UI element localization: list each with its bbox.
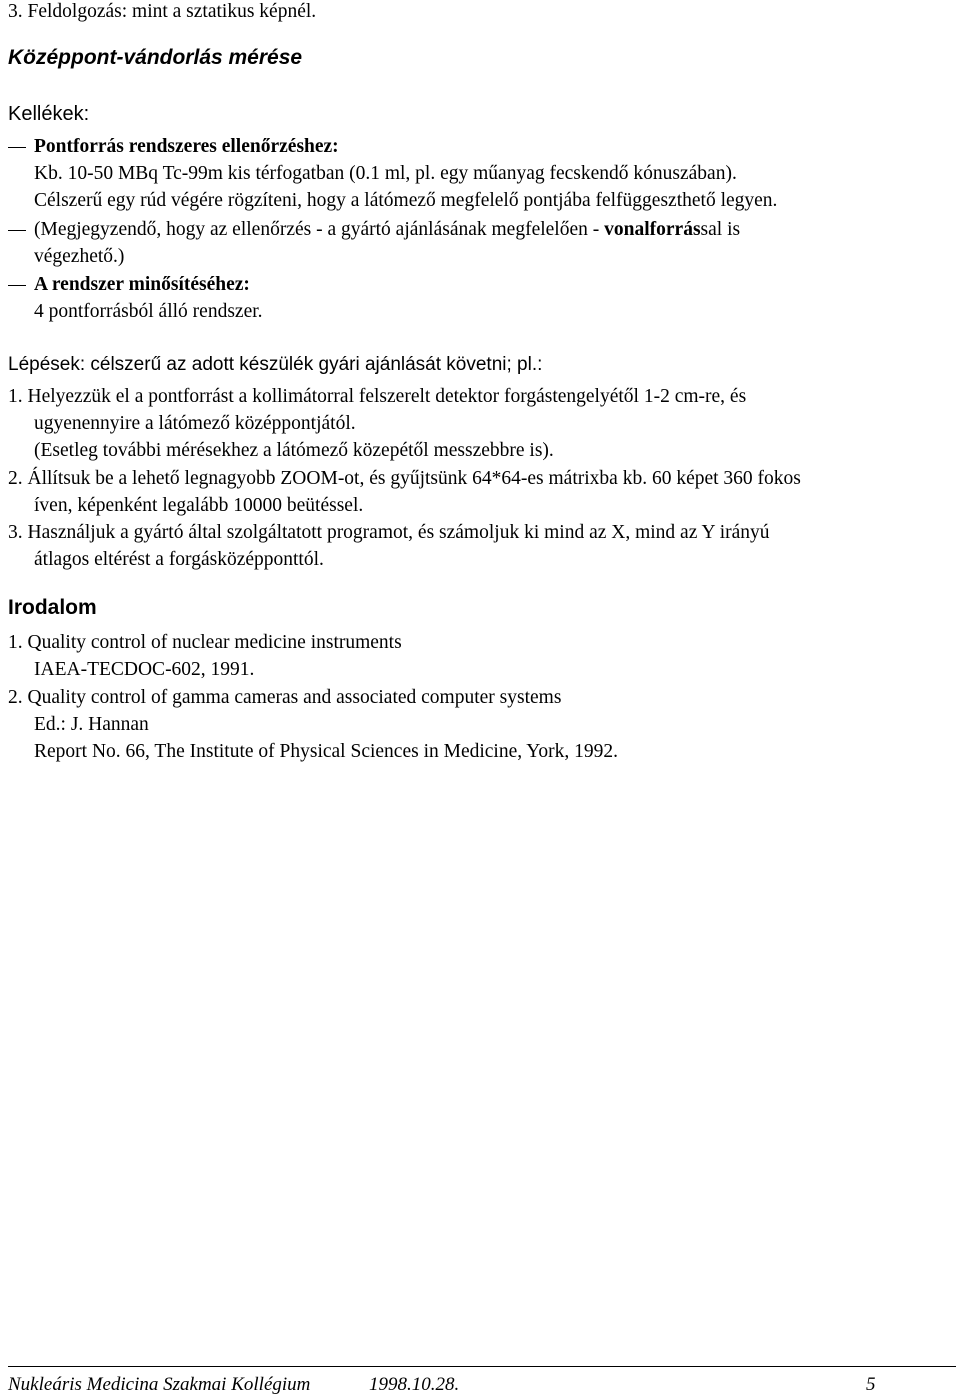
irodalom-title: Irodalom bbox=[8, 596, 97, 619]
item1-heading: Pontforrás rendszeres ellenőrzéshez: bbox=[34, 136, 339, 157]
dash-bullet bbox=[8, 285, 26, 286]
dash-bullet bbox=[8, 230, 26, 231]
item2-line1: (Megjegyzendő, hogy az ellenőrzés - a gyártó ajánlásának megfelelően - vonalforrással is bbox=[34, 219, 741, 240]
step-line: 2. Állítsuk be a lehető legnagyobb ZOOM-ot, és gyűjtsünk 64*64-es mátrixba kb. 60 képet 360 fokos bbox=[8, 468, 801, 489]
footer-org: Nukleáris Medicina Szakmai Kollégium bbox=[8, 1374, 311, 1395]
section-title: Középpont-vándorlás mérése bbox=[8, 46, 303, 69]
item3-heading: A rendszer minősítéséhez: bbox=[34, 274, 250, 295]
item2-line2: végezhető.) bbox=[34, 246, 125, 267]
reference-line: IAEA-TECDOC-602, 1991. bbox=[34, 659, 255, 680]
step-line: 3. Használjuk a gyártó által szolgáltatott programot, és számoljuk ki mind az X, mind az Y irányú bbox=[8, 522, 770, 543]
reference-line: 2. Quality control of gamma cameras and associated computer systems bbox=[8, 687, 562, 708]
reference-line: Report No. 66, The Institute of Physical Sciences in Medicine, York, 1992. bbox=[34, 741, 619, 762]
footer-rule bbox=[8, 1366, 956, 1367]
steps-title: Lépések: célszerű az adott készülék gyári ajánlását követni; pl.: bbox=[8, 354, 543, 375]
step-line: íven, képenként legalább 10000 beütéssel. bbox=[34, 495, 364, 516]
item1-line2: Célszerű egy rúd végére rögzíteni, hogy a látómező megfelelő pontjába felfüggeszthető legyen. bbox=[34, 190, 778, 211]
item1-line1: Kb. 10-50 MBq Tc-99m kis térfogatban (0.1 ml, pl. egy műanyag fecskendő kónuszában). bbox=[34, 163, 737, 184]
reference-line: Ed.: J. Hannan bbox=[34, 714, 149, 735]
step-line: átlagos eltérést a forgásközépponttól. bbox=[34, 549, 324, 570]
item3-line1: 4 pontforrásból álló rendszer. bbox=[34, 301, 263, 322]
footer-date: 1998.10.28. bbox=[369, 1374, 460, 1395]
reference-line: 1. Quality control of nuclear medicine instruments bbox=[8, 632, 402, 653]
top-item: 3. Feldolgozás: mint a sztatikus képnél. bbox=[8, 1, 317, 22]
kellekek-label: Kellékek: bbox=[8, 103, 90, 125]
step-line: 1. Helyezzük el a pontforrást a kollimátorral felszerelt detektor forgástengelyétől 1-2 cm-re, és bbox=[8, 386, 747, 407]
step-line: ugyenennyire a látómező középpontjától. bbox=[34, 413, 356, 434]
step-line: (Esetleg további mérésekhez a látómező közepétől messzebbre is). bbox=[34, 440, 554, 461]
footer-page-number: 5 bbox=[866, 1374, 876, 1395]
dash-bullet bbox=[8, 147, 26, 148]
